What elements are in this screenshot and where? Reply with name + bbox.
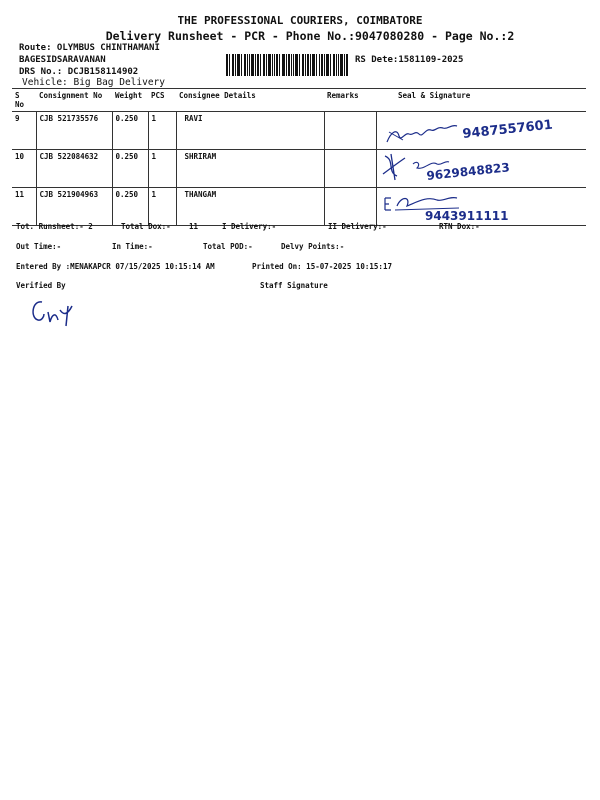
cell-weight: 0.250 [112, 112, 148, 150]
drs-number: DRS No.: DCJB158114902 [19, 67, 139, 77]
i-delivery: I Delivery:- [222, 222, 277, 231]
verifier-initials-icon [28, 296, 84, 330]
rs-date: RS Dete:1581109-2025 [355, 55, 464, 65]
page-subtitle: Delivery Runsheet - PCR - Phone No.:9047080280 - Page No.:2 [105, 29, 515, 43]
vehicle-label: Vehicle: Big Bag Delivery [22, 77, 165, 88]
col-header-consignment: Consignment No [36, 89, 112, 112]
verified-by-label: Verified By [16, 281, 66, 290]
staff-signature-label: Staff Signature [260, 281, 328, 290]
cell-consignment: CJB 522084632 [36, 150, 112, 188]
signature-phone: 9487557601 [461, 117, 553, 142]
total-dox-label: Total Dox:- [121, 222, 171, 231]
entered-by: Entered By :MENAKAPCR 07/15/2025 10:15:14 AM [16, 262, 215, 271]
cell-consignment: CJB 521904963 [36, 188, 112, 226]
delvy-points: Delvy Points:- [281, 242, 345, 251]
table-row [12, 188, 586, 226]
signature-icon [377, 150, 577, 186]
cell-remarks [324, 150, 376, 188]
tot-runsheet: Tot. Runsheet:- 2 [16, 222, 93, 231]
signature-phone: 9629848823 [425, 160, 510, 183]
cell-signature [376, 188, 586, 226]
in-time: In Time:- [112, 242, 153, 251]
table-row [12, 150, 586, 188]
col-header-weight: Weight [112, 89, 148, 112]
table-header-row [12, 89, 586, 112]
cell-pcs: 1 [148, 112, 176, 150]
col-header-remarks: Remarks [324, 89, 376, 112]
ii-delivery: II Delivery:- [328, 222, 387, 231]
cell-pcs: 1 [148, 150, 176, 188]
route-label: Route: OLYMBUS CHINTHAMANI [19, 43, 160, 53]
table-row [12, 112, 586, 150]
signature-icon [377, 188, 577, 224]
out-time: Out Time:- [16, 242, 62, 251]
signature-icon [377, 112, 577, 148]
cell-remarks [324, 188, 376, 226]
total-pod: Total POD:- [203, 242, 253, 251]
cell-sno: 9 [12, 112, 36, 150]
signature-phone: 9443911111 [424, 209, 508, 223]
col-header-sno: S No [12, 89, 36, 112]
total-dox-value: 11 [189, 222, 199, 231]
col-header-signature: Seal & Signature [376, 89, 586, 112]
cell-consignment: CJB 521735576 [36, 112, 112, 150]
barcode-icon [226, 54, 348, 76]
cell-sno: 10 [12, 150, 36, 188]
printed-on: Printed On: 15-07-2025 10:15:17 [252, 262, 392, 271]
cell-signature [376, 150, 586, 188]
rtn-dox: RTN Dox:- [439, 222, 480, 231]
page-title: THE PROFESSIONAL COURIERS, COIMBATORE [177, 14, 423, 27]
runsheet-table [12, 88, 586, 226]
cell-consignee: SHRIRAM [176, 150, 324, 188]
staff-name: BAGESIDSARAVANAN [19, 55, 106, 65]
cell-remarks [324, 112, 376, 150]
col-header-consignee: Consignee Details [176, 89, 324, 112]
col-header-pcs: PCS [148, 89, 176, 112]
cell-consignee: THANGAM [176, 188, 324, 226]
cell-sno: 11 [12, 188, 36, 226]
cell-weight: 0.250 [112, 188, 148, 226]
cell-signature [376, 112, 586, 150]
cell-weight: 0.250 [112, 150, 148, 188]
cell-pcs: 1 [148, 188, 176, 226]
cell-consignee: RAVI [176, 112, 324, 150]
